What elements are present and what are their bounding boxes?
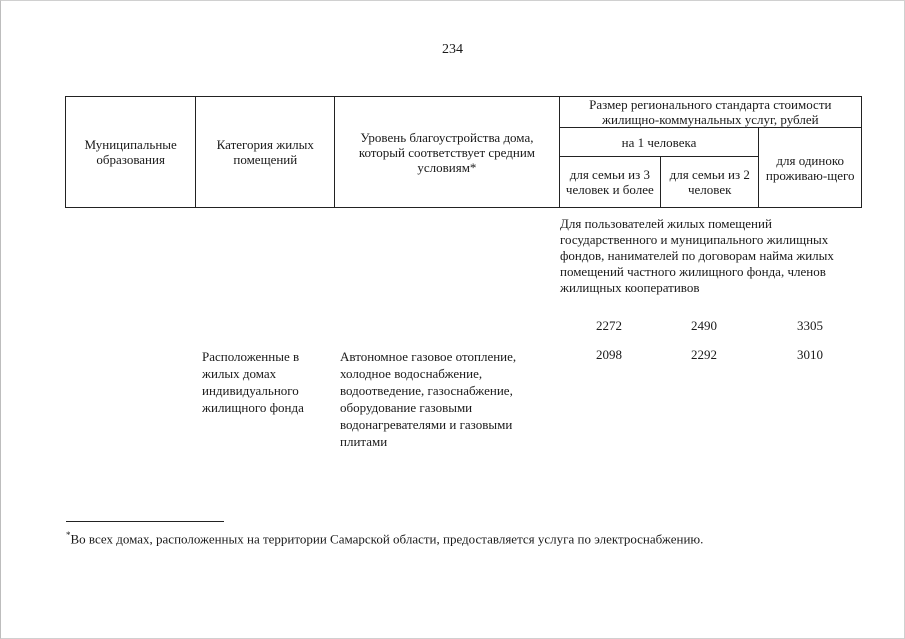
header-level: Уровень благоустройства дома, который соответствует средним условиям*	[335, 97, 559, 208]
row-category: Расположенные в жилых домах индивидуального жилищного фонда	[202, 349, 304, 415]
value-single: 3305	[797, 318, 823, 333]
header-family-2: для семьи из 2 человек	[661, 157, 759, 208]
header-standard-size: Размер регионального стандарта стоимости жилищно-коммунальных услуг, рублей	[559, 97, 861, 128]
header-single-resident: для одиноко проживаю-щего	[759, 128, 862, 208]
value-single: 3010	[797, 347, 823, 362]
row-level: Автономное газовое отопление, холодное водоснабжение, водоотведение, газоснабжение, оборудование газовыми водонагревателями и газовыми плитами	[340, 349, 517, 449]
value-family-3-more: 2098	[596, 347, 622, 362]
value-family-2: 2490	[691, 318, 717, 333]
footnote-marker: *	[66, 530, 71, 540]
footnote-divider	[66, 521, 224, 522]
header-family-3-more: для семьи из 3 человек и более	[559, 157, 661, 208]
value-family-3-more: 2272	[596, 318, 622, 333]
page-number: 234	[442, 42, 463, 57]
header-category: Категория жилых помещений	[196, 97, 335, 208]
header-per-person: на 1 человека	[559, 128, 759, 157]
value-family-2: 2292	[691, 347, 717, 362]
header-municipal: Муниципальные образования	[66, 97, 196, 208]
group-heading: Для пользователей жилых помещений государственного и муниципального жилищных фондов, нанимателей по договорам найма жилых помещений частного жилищного фонда, членов жилищных кооперативов	[560, 216, 834, 295]
footnote-text: Во всех домах, расположенных на территории Самарской области, предоставляется услуга по электроснабжению.	[70, 531, 704, 547]
standard-cost-table-header	[65, 96, 862, 208]
footnote	[66, 527, 703, 547]
